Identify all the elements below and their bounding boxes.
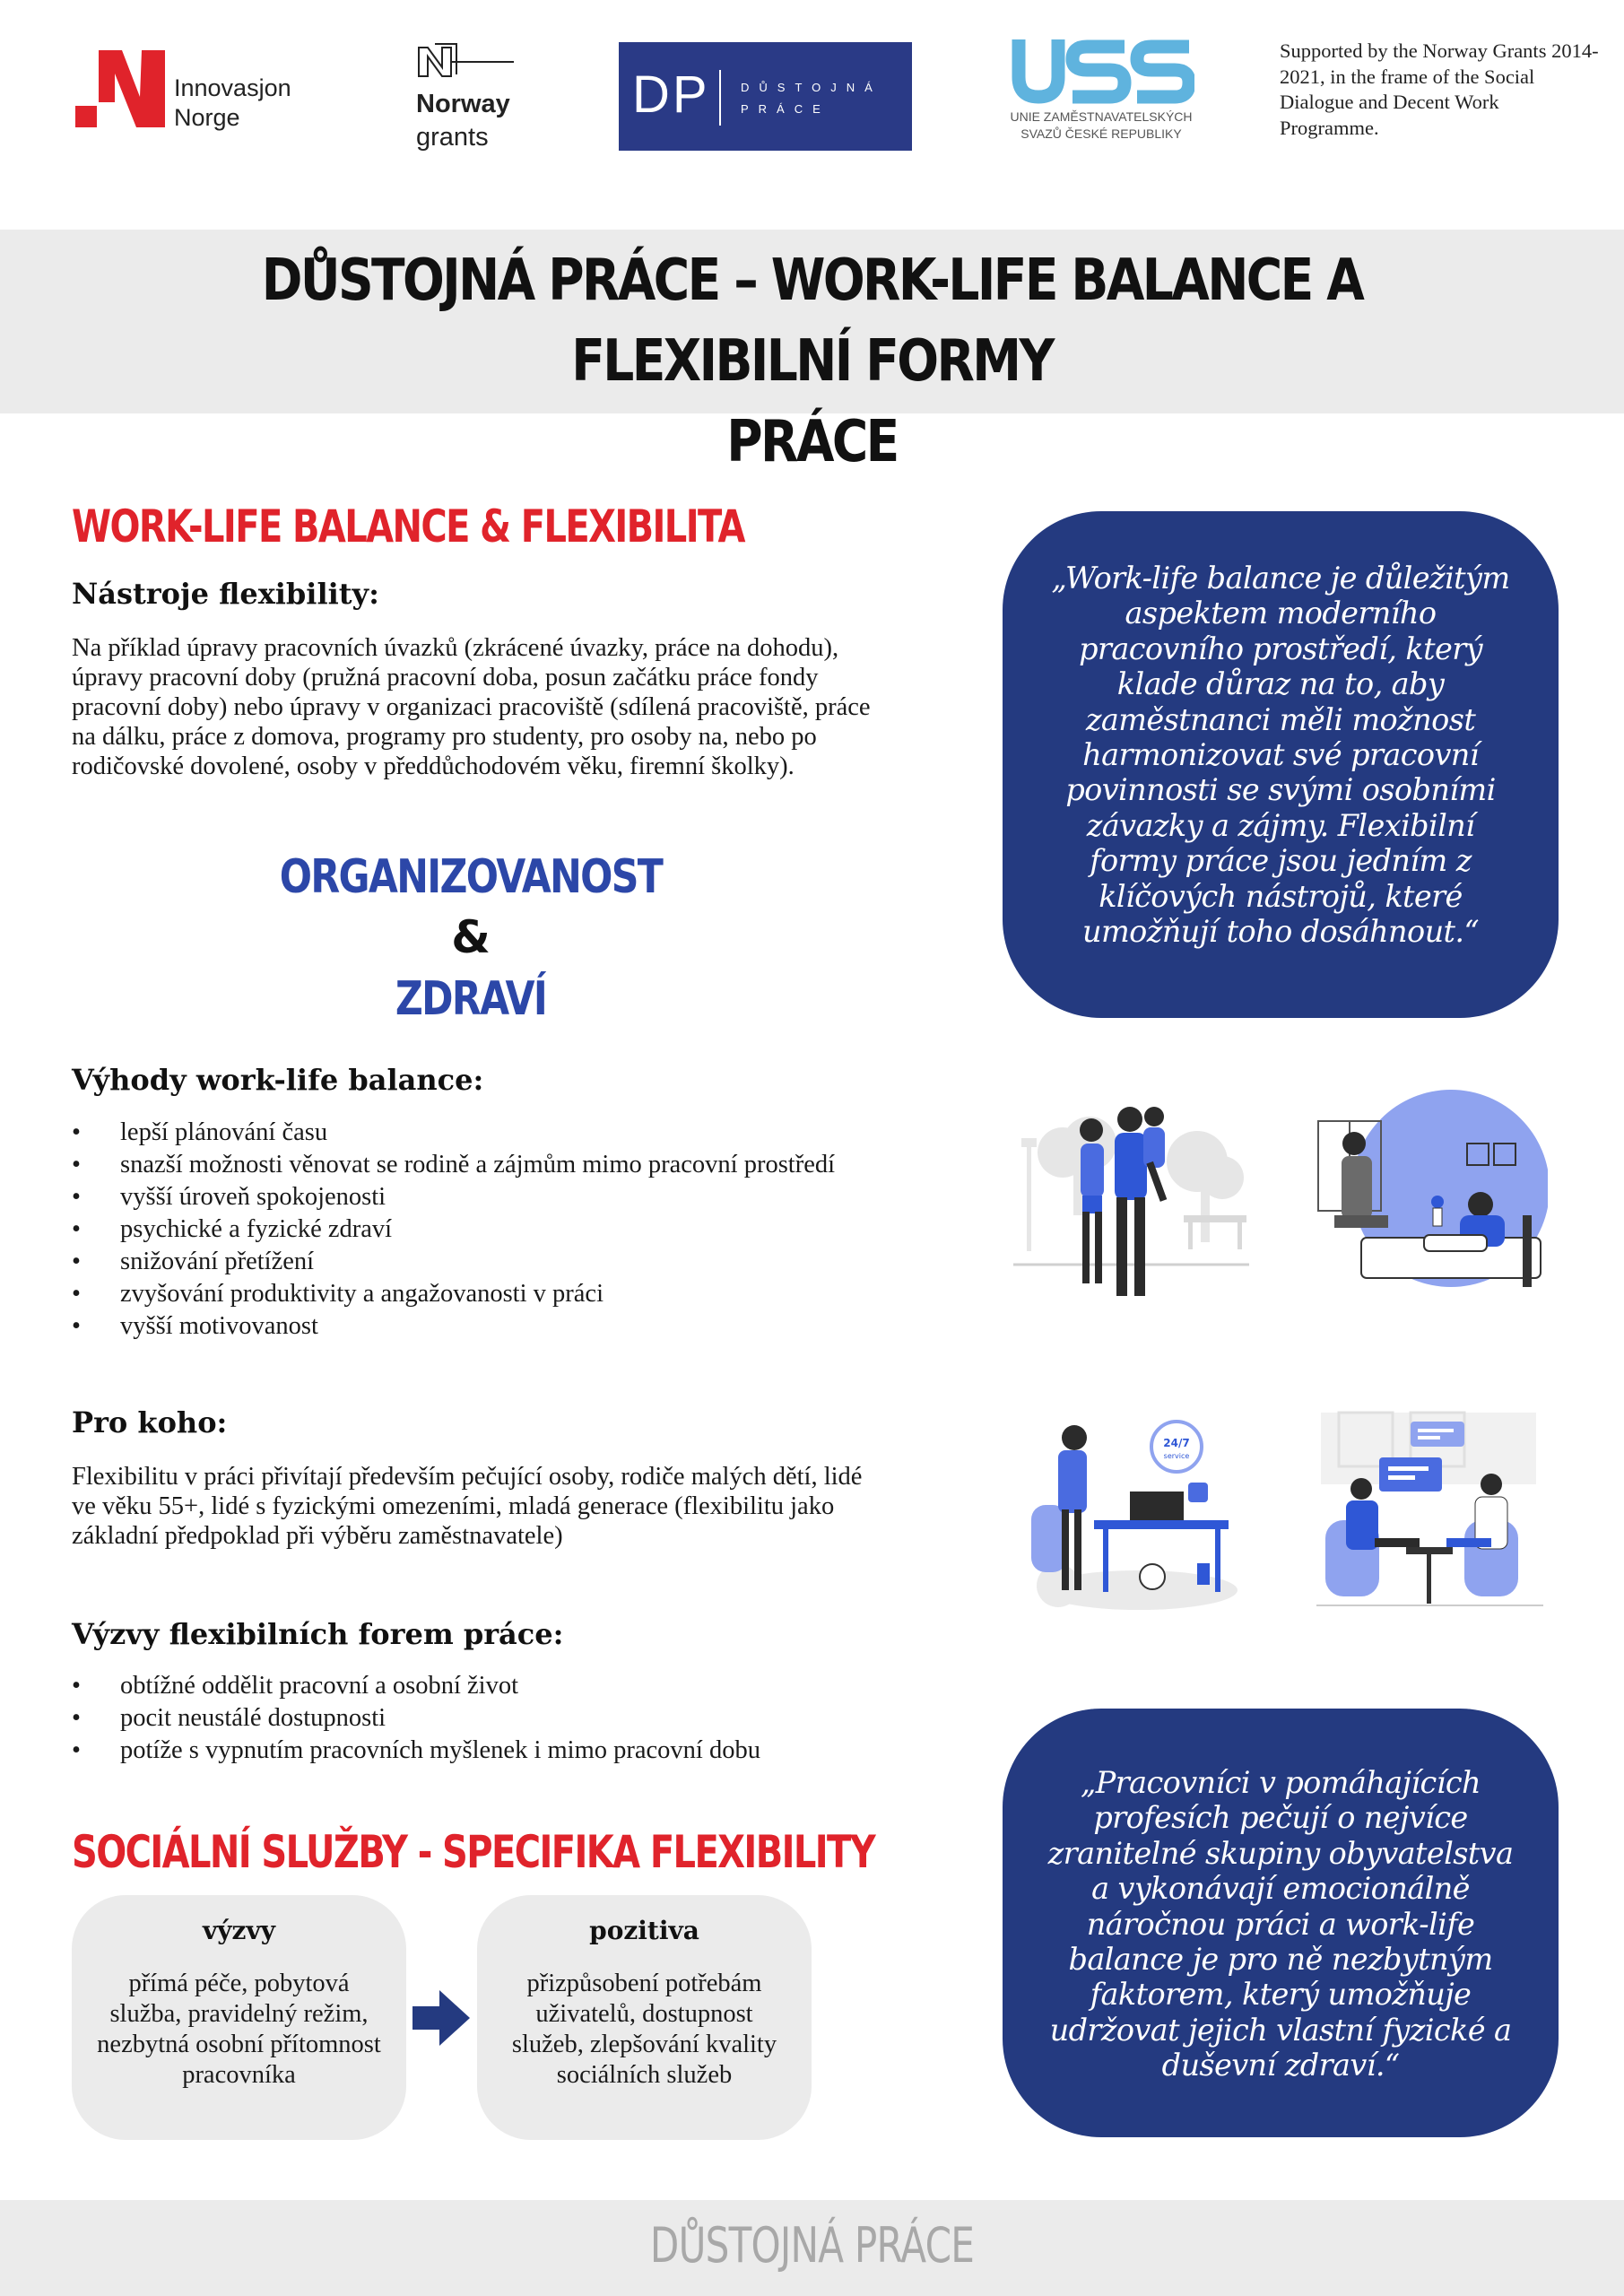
page-title	[129, 240, 1495, 483]
quote-text-social-workers: „Pracovníci v pomáhajících profesích pečují o nejvíce zranitelné skupiny obyvatelstva a vykonávají emocionálně náročnou práci a work-life balance je pro ně nezbytným faktorem, který umožňuje udržovat jejich vlastní fyzické a duševní zdraví.“	[1047, 1765, 1514, 2083]
positives-box-title: pozitiva	[589, 1916, 699, 1945]
uzs-line1: UNIE ZAMĚSTNAVATELSKÝCH	[1010, 109, 1193, 124]
list-item: • psychické a fyzické zdraví	[72, 1213, 879, 1246]
dp-logo-divider	[719, 70, 721, 126]
hospital-visit-illustration	[1316, 1090, 1548, 1292]
challenges-box-text: přímá péče, pobytová služba, pravidelný režim, nezbytná osobní přítomnost pracovníka	[97, 1970, 381, 2089]
innovasjon-norge-logo	[75, 50, 165, 127]
benefits-title: Výhody work-life balance:	[72, 1063, 484, 1097]
norway-grants-sub: grants	[416, 123, 489, 152]
benefits-list	[72, 1117, 879, 1343]
list-item: • obtížné oddělit pracovní a osobní život	[72, 1670, 933, 1702]
innovasjon-norge-wordmark: Innovasjon Norge	[174, 74, 291, 131]
support-text: Supported by the Norway Grants 2014-2021, in the frame of the Social Dialogue and Decent Work Programme.	[1280, 39, 1599, 139]
list-item: • lepší plánování času	[72, 1117, 879, 1149]
list-item: • potíže s vypnutím pracovních myšlenek i mimo pracovní dobu	[72, 1735, 933, 1767]
norway-grants-name: Norway	[416, 90, 510, 118]
positives-box-text: přizpůsobení potřebám uživatelů, dostupnost služeb, zlepšování kvality sociálních služeb	[511, 1970, 777, 2089]
list-item: • vyšší úroveň spokojenosti	[72, 1181, 879, 1213]
challenges-box-title: výzvy	[203, 1916, 275, 1945]
list-item: • vyšší motivovanost	[72, 1310, 879, 1343]
badge-service-text: service	[1163, 1452, 1190, 1460]
list-item: • snazší možnosti věnovat se rodině a zájmům mimo pracovní prostředí	[72, 1149, 879, 1181]
footer-text: DŮSTOJNÁ PRÁCE	[649, 2217, 975, 2274]
org-word-zdravi: ZDRAVÍ	[395, 972, 547, 1026]
for-whom-text: Flexibilitu v práci přivítají především pečující osoby, rodiče malých dětí, lidé ve věku 55+, lidé s fyzickými omezeními, mladá generace (flexibilitu jako základní předpoklad při výběru zaměstnavatele)	[72, 1463, 863, 1550]
page-title-line1: DŮSTOJNÁ PRÁCE – WORK-LIFE BALANCE A FLEXIBILNÍ FORMY	[261, 248, 1363, 395]
dp-logo-letters: DP	[632, 65, 710, 124]
list-item: • snižování přetížení	[72, 1246, 879, 1278]
list-item: • zvyšování produktivity a angažovanosti v práci	[72, 1278, 879, 1310]
tools-title: Nástroje flexibility:	[72, 577, 379, 611]
challenges-list	[72, 1670, 933, 1767]
section-heading-social-services: SOCIÁLNÍ SLUŽBY - SPECIFIKA FLEXIBILITY	[72, 1826, 875, 1878]
meeting-illustration	[1312, 1404, 1548, 1621]
for-whom-title: Pro koho:	[72, 1405, 228, 1439]
family-illustration	[1009, 1090, 1253, 1309]
challenges-title: Výzvy flexibilních forem práce:	[72, 1617, 564, 1651]
quote-text-work-life: „Work-life balance je důležitým aspektem moderního pracovního prostředí, který klade důraz na to, aby zaměstnanci měli možnost harmonizovat své pracovní povinnosti se svými osobními závazky a zájmy. Flexibilní formy práce jsou jedním z klíčových nástrojů, které umožňují toho dosáhnout.“	[1051, 561, 1510, 950]
dp-logo-line1: DŮSTOJNÁ	[741, 81, 882, 94]
tools-text: Na příklad úpravy pracovních úvazků (zkrácené úvazky, práce na dohodu), úpravy pracovní doby (pružná pracovní doba, posun začátku práce fondy pracovní doby) nebo úpravy v organizaci pracoviště (sdílená pracoviště, práce na dálku, práce z domova, programy pro studenty, pro osoby na, nebo po rodičovské dovolené, osoby v předdůchodovém věku, firemní školky).	[72, 634, 871, 780]
norway-grants-symbol	[417, 40, 516, 83]
section-heading-flexibility: WORK-LIFE BALANCE & FLEXIBILITA	[72, 500, 744, 552]
badge-247-text: 24/7	[1163, 1437, 1190, 1449]
uzs-logo	[1010, 39, 1194, 104]
org-ampersand: &	[451, 911, 491, 963]
org-word-organizovanost: ORGANIZOVANOST	[279, 850, 663, 904]
dp-logo-line2: PRÁCE	[741, 102, 830, 116]
uzs-line2: SVAZŮ ČESKÉ REPUBLIKY	[1020, 126, 1182, 141]
page-title-line2: PRÁCE	[726, 409, 898, 475]
arrow-right-icon	[413, 1990, 470, 2046]
office-work-illustration	[1022, 1411, 1242, 1619]
list-item: • pocit neustálé dostupnosti	[72, 1702, 933, 1735]
